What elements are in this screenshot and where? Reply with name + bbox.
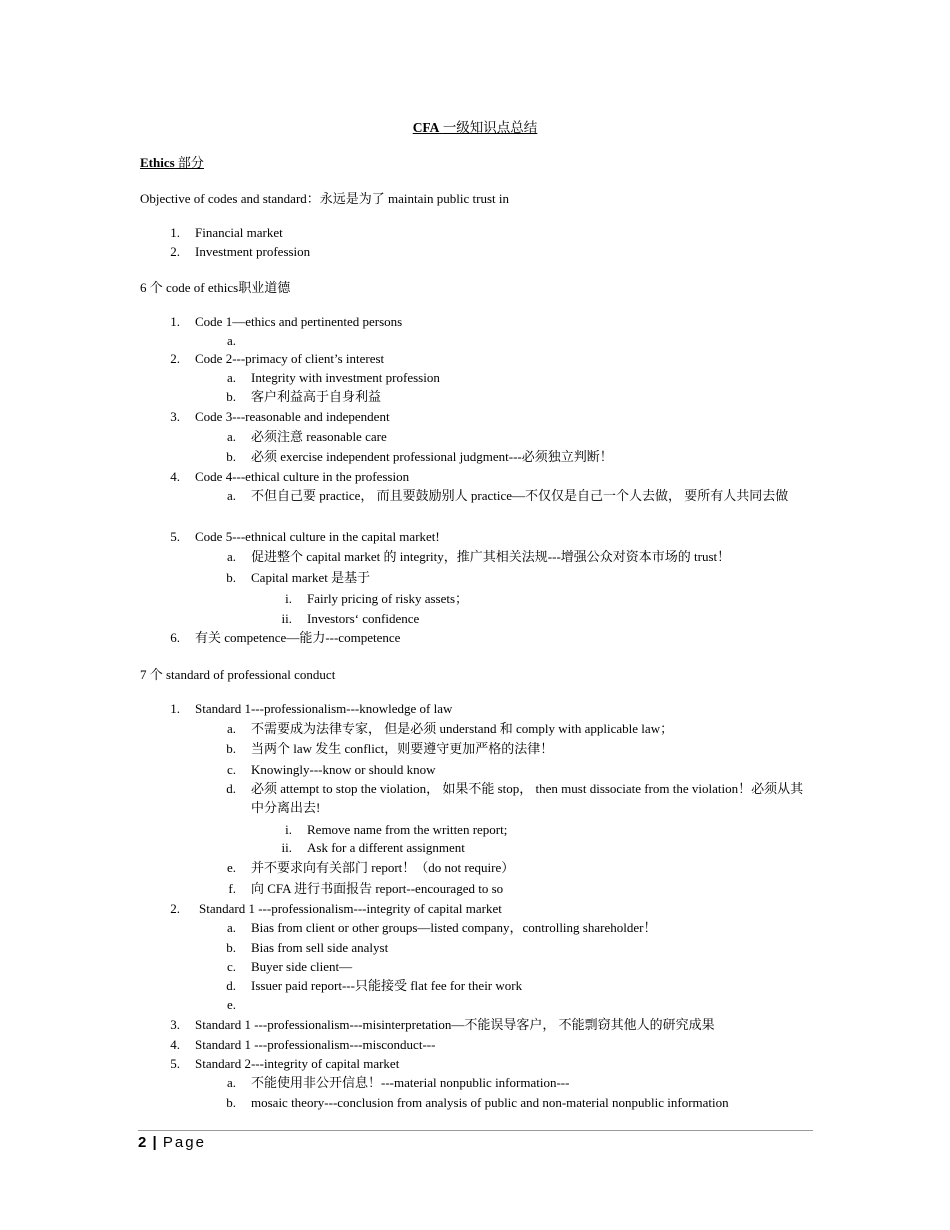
standards-heading: 7 个 standard of professional conduct (140, 667, 336, 682)
page-number: 2 (138, 1134, 147, 1151)
document-page: CFA 一级知识点总结 Ethics 部分 Objective of codes and standard：永远是为了 maintain public trust in 1. Financial market 2. Investment profession 6 个 code of ethics职业道德 1. Code 1—ethics and pertinented persons a. 2. Code 2---primacy of client’s interest a. Integrity with investment profession b. 客户利益高于自身利益 3. Code 3---reasonable and independent a. 必须注意 reasonable care b. 必须 exercise independent professional judgment---必须独立判断！ 4. Code 4---ethical culture in the profession a. 不但自己要 practice， 而且要鼓励别人 practice—不仅仅是自己一个人去做， 要所有人共同去做 5. Code 5---ethnical culture in the capital market! a. 促进整个 capital market 的 integrity，推广其相关法规---增强公众对资本市场的 trust！ b. Capital market 是基于 i. Fairly pricing of risky assets； ii. Investors‘ confidence 6. 有关 competence—能力---competence 7 个 standard of professional conduct 1. Standard 1---professionalism---knowledge of law a. 不需要成为法律专家， 但是必须 understand 和 comply with applicable law； b. 当两个 law 发生 conflict，则要遵守更加严格的法律！ c. Knowingly---know or should know d. 必须 attempt to stop the violation， 如果不能 stop， then must dissociate from the violation！必须从其中分离出去! i. Remove name from the written report; ii. Ask for a different assignment e. 并不要求向有关部门 report！（do not require） f. 向 CFA 进行书面报告 report--encouraged to so 2. Standard 1 ---professionalism---integrity of capital market a. Bias from client or other groups—listed company，controlling shareholder！ b. Bias from sell side analyst c. Buyer side client— d. Issuer paid report---只能接受 flat fee for their work e. 3. Standard 1 ---professionalism---misinterpretation—不能误导客户， 不能剽窃其他人的研究成果 4. Standard 1 ---professionalism---misconduct--- 5. Standard 2---integrity of capital market a. 不能使用非公开信息！---material nonpublic information--- b. mosaic theory---conclusion from analysis of public and non-material nonpublic information 2 | Page (0, 0, 950, 1230)
section-cn: 部分 (177, 155, 204, 170)
footer-divider (138, 1130, 813, 1131)
codes-heading: 6 个 code of ethics职业道德 (140, 280, 291, 295)
page-title (0, 116, 950, 136)
page-footer (138, 1134, 206, 1151)
title-cn: 一级知识点总结 (442, 120, 538, 135)
objective-text: Objective of codes and standard：永远是为了 maintain public trust in (140, 191, 509, 206)
footer-separator: | (152, 1134, 157, 1151)
page-word: Page (162, 1134, 206, 1151)
title-en: CFA (412, 120, 440, 135)
section-heading (140, 152, 204, 171)
section-en: Ethics (140, 155, 175, 170)
